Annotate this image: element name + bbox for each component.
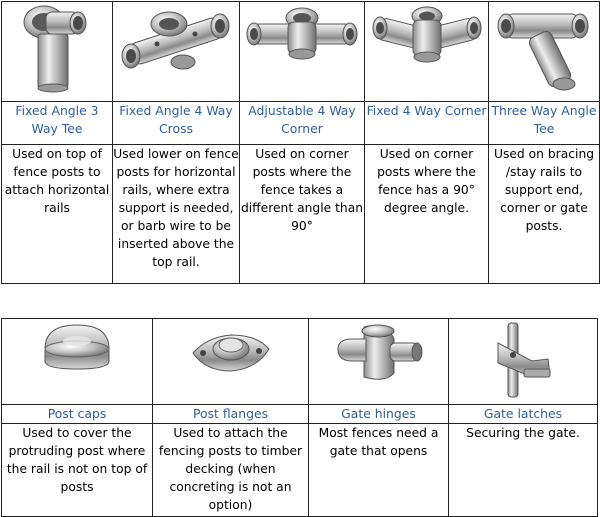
fitting-description: Used on top of fence posts to attach horizontal rails bbox=[2, 145, 113, 284]
image-cell bbox=[449, 319, 598, 405]
image-cell bbox=[365, 2, 489, 102]
fixed-corner-fitting-icon bbox=[371, 2, 483, 68]
three-way-tee-fitting-icon bbox=[22, 2, 92, 94]
fittings-table-top bbox=[1, 1, 600, 284]
four-way-cross-fitting-icon bbox=[117, 2, 235, 72]
fitting-title: Gate latches bbox=[449, 405, 598, 424]
fittings-table-bottom bbox=[1, 318, 598, 517]
fitting-title: Adjustable 4 Way Corner bbox=[240, 102, 365, 145]
fitting-title: Three Way Angle Tee bbox=[489, 102, 600, 145]
adjustable-corner-fitting-icon bbox=[244, 2, 360, 64]
fitting-description: Used on corner posts where the fence takes a different angle than 90° bbox=[240, 145, 365, 284]
fitting-title: Fixed Angle 3 Way Tee bbox=[2, 102, 113, 145]
fitting-title: Post flanges bbox=[153, 405, 309, 424]
fitting-description: Used on corner posts where the fence has a 90° degree angle. bbox=[365, 145, 489, 284]
image-cell bbox=[240, 2, 365, 102]
fitting-description: Used lower on fence posts for horizontal rails, where extra support is needed, or barb wire to be inserted above the top rail. bbox=[113, 145, 240, 284]
gate-hinge-icon bbox=[334, 319, 424, 385]
fitting-title: Fixed Angle 4 Way Cross bbox=[113, 102, 240, 145]
image-row bbox=[2, 319, 598, 405]
fitting-description: Securing the gate. bbox=[449, 424, 598, 517]
image-cell bbox=[489, 2, 600, 102]
angle-tee-fitting-icon bbox=[494, 2, 594, 94]
image-cell bbox=[153, 319, 309, 405]
image-row bbox=[2, 2, 600, 102]
image-cell bbox=[2, 319, 153, 405]
fitting-description: Used to cover the protruding post where the rail is not on top of posts bbox=[2, 424, 153, 517]
image-cell bbox=[113, 2, 240, 102]
image-cell bbox=[309, 319, 449, 405]
gate-latch-icon bbox=[488, 319, 558, 401]
post-flange-icon bbox=[187, 319, 275, 379]
fitting-title: Fixed 4 Way Corner bbox=[365, 102, 489, 145]
title-row bbox=[2, 102, 600, 145]
fitting-description: Most fences need a gate that opens bbox=[309, 424, 449, 517]
fitting-description: Used to attach the fencing posts to timber decking (when concreting is not an option) bbox=[153, 424, 309, 517]
image-cell bbox=[2, 2, 113, 102]
fitting-title: Gate hinges bbox=[309, 405, 449, 424]
description-row bbox=[2, 424, 598, 517]
post-cap-icon bbox=[37, 319, 117, 379]
fitting-description: Used on bracing /stay rails to support end, corner or gate posts. bbox=[489, 145, 600, 284]
title-row bbox=[2, 405, 598, 424]
description-row bbox=[2, 145, 600, 284]
fitting-title: Post caps bbox=[2, 405, 153, 424]
